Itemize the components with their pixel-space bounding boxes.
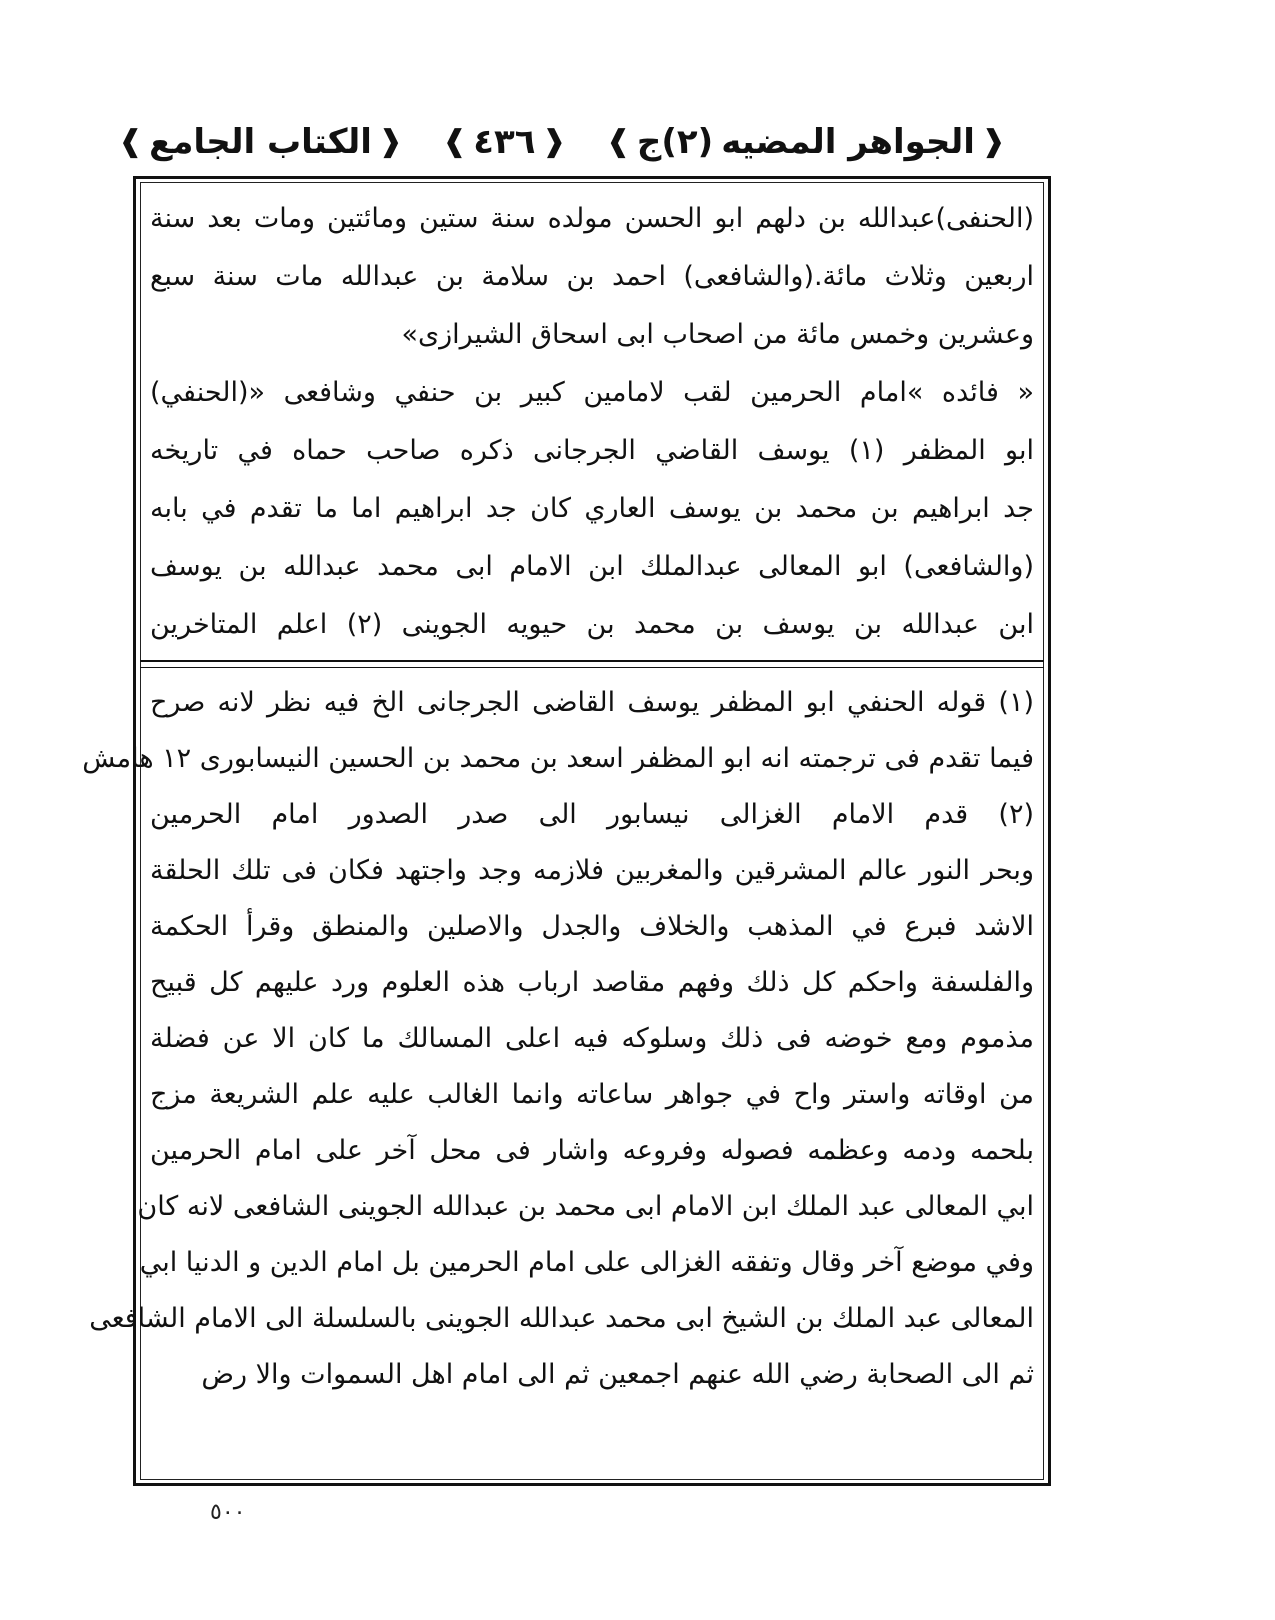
footnote-line: ثم الى الصحابة رضي الله عنهم اجمعين ثم الى امام اهل السموات والا رض (201, 1359, 1034, 1390)
main-text-line: جد ابراهيم بن محمد بن يوسف العاري كان جد ابراهيم اما ما تقدم في بابه (150, 493, 1034, 524)
header-book-title-group (600, 122, 1012, 162)
header-page-group (436, 122, 573, 162)
ornament-icon: ❱ (118, 124, 144, 159)
main-text-line: اربعين وثلاث مائة.(والشافعى) احمد بن سلامة بن عبدالله مات سنة سبع (150, 261, 1034, 292)
footnote-line: والفلسفة واحكم كل ذلك وفهم مقاصد ارباب هذه العلوم ورد عليهم كل قبيح (150, 967, 1034, 998)
ornament-icon: ❱ (605, 124, 631, 159)
header-section-group (112, 122, 409, 162)
footnote-line: فيما تقدم فى ترجمته انه ابو المظفر اسعد بن محمد بن الحسين النيسابورى ١٢ هامش (82, 743, 1034, 774)
main-text-line: ابو المظفر (١) يوسف القاضي الجرجانى ذكره صاحب حماه في تاريخه (150, 435, 1034, 466)
ornament-icon: ❰ (377, 124, 404, 159)
footnote-line: بلحمه ودمه وعظمه فصوله وفروعه واشار فى محل آخر على امام الحرمين (150, 1135, 1034, 1166)
footnote-separator-thin (140, 667, 1044, 668)
ornament-icon: ❰ (541, 124, 567, 159)
main-text-block (150, 190, 1034, 654)
ornament-icon: ❱ (442, 124, 468, 159)
main-text-line: (الحنفى)عبدالله بن دلهم ابو الحسن مولده سنة ستين ومائتين ومات بعد سنة (150, 203, 1034, 234)
footnote-line: المعالى عبد الملك بن الشيخ ابى محمد عبدالله الجوينى بالسلسلة الى الامام الشافعى (89, 1303, 1034, 1334)
main-text-line: (والشافعى) ابو المعالى عبدالملك ابن الامام ابى محمد عبدالله بن يوسف (150, 551, 1034, 582)
footnote-line: من اوقاته واستر واح في جواهر ساعاته وانما الغالب عليه علم الشريعة مزج (150, 1079, 1034, 1110)
footer-mark: ٥٠٠ (210, 1500, 246, 1525)
footnote-line: (٢) قدم الامام الغزالى نيسابور الى صدر الصدور امام الحرمين (150, 799, 1034, 830)
header-volume: (٢)ج (636, 122, 714, 162)
footnote-line: (١) قوله الحنفي ابو المظفر يوسف القاضى الجرجانى الخ فيه نظر لانه صرح (150, 687, 1034, 718)
footnote-line: ابي المعالى عبد الملك ابن الامام ابى محمد بن عبدالله الجوينى الشافعى لانه كان (137, 1191, 1034, 1222)
footnote-separator (140, 660, 1044, 662)
header-section-title: الكتاب الجامع (149, 122, 372, 162)
header-book-title: الجواهر المضيه (721, 122, 975, 162)
footnote-line: الاشد فبرع في المذهب والخلاف والجدل والاصلين والمنطق وقرأ الحكمة (150, 911, 1034, 942)
footnote-line: مذموم ومع خوضه فى ذلك وسلوكه فيه اعلى المسالك ما كان الا عن فضلة (150, 1023, 1034, 1054)
footnote-line: وفي موضع آخر وقال وتفقه الغزالى على امام الحرمين بل امام الدين و الدنيا ابي (139, 1247, 1034, 1278)
header-page-number: ٤٣٦ (473, 122, 536, 162)
main-text-line: ابن عبدالله بن يوسف بن محمد بن حيويه الجوينى (٢) اعلم المتاخرين (150, 609, 1034, 640)
main-text-line: وعشرين وخمس مائة من اصحاب ابى اسحاق الشيرازى» (401, 319, 1034, 350)
running-header (112, 112, 1012, 172)
footnote-line: وبحر النور عالم المشرقين والمغربين فلازمه وجد واجتهد فكان فى تلك الحلقة (150, 855, 1034, 886)
footnotes-block (82, 675, 1034, 1403)
main-text-line: « فائده »امام الحرمين لقب لامامين كبير بن حنفي وشافعى «(الحنفي) (150, 377, 1034, 408)
ornament-icon: ❰ (980, 124, 1006, 159)
